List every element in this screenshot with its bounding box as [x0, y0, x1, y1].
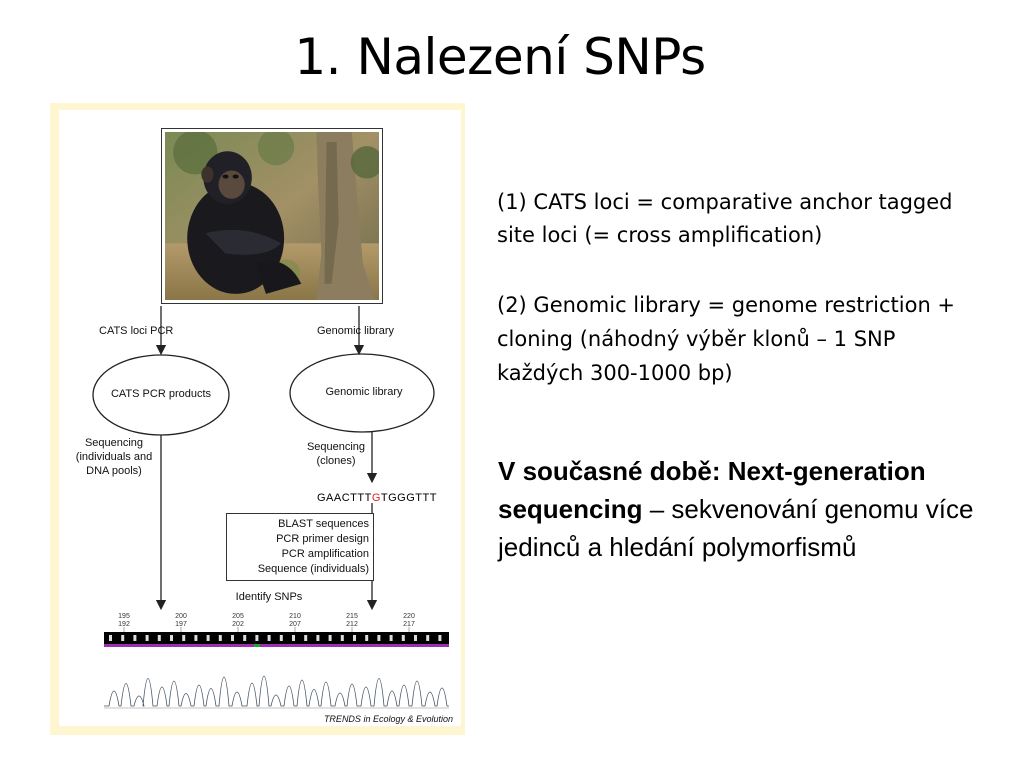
chromatogram-band-mark	[426, 635, 429, 641]
right-sequencing-line-2: (clones)	[316, 455, 356, 467]
chromatogram-band-mark	[243, 635, 246, 641]
chromatogram-band-mark	[158, 635, 161, 641]
chromatogram-bottom-number: 217	[403, 621, 415, 628]
chromatogram-top-number: 195	[118, 613, 130, 620]
dna-sequence-snp: G	[371, 492, 381, 504]
dna-sequence-prefix: GAACTTT	[317, 492, 372, 504]
chromatogram-top-number: 220	[403, 613, 415, 620]
blast-step: BLAST sequences	[278, 518, 369, 530]
chromatogram-purple-line	[104, 644, 449, 647]
chromatogram-band-mark	[207, 635, 210, 641]
chromatogram-band-mark	[255, 635, 258, 641]
blast-step: PCR primer design	[276, 533, 369, 545]
left-sequencing-line-2: (individuals and	[75, 451, 153, 463]
left-sequencing-line-1: Sequencing	[84, 437, 144, 449]
figure-inner	[59, 110, 461, 726]
cats-loci-description: (1) CATS loci = comparative anchor tagged site loci (= cross amplification)	[497, 190, 953, 247]
genomic-library-ellipse-label: Genomic library	[325, 386, 403, 398]
right-sequencing-line-1: Sequencing	[306, 441, 366, 453]
left-sequencing-line-3: DNA pools)	[86, 465, 142, 477]
identify-snps-label: Identify SNPs	[235, 591, 303, 603]
blast-steps-box	[226, 513, 374, 581]
ngs-description-normal: – sekvenování genomu více jedinců a hledání polymorfismů	[498, 494, 974, 562]
ngs-description	[498, 452, 978, 566]
chromatogram-band-mark	[280, 635, 283, 641]
slide-title: 1. Nalezení SNPs	[294, 28, 706, 86]
chromatogram-band-mark	[414, 635, 417, 641]
chromatogram-snp-marker	[254, 644, 260, 647]
chromatogram-top-number: 205	[232, 613, 244, 620]
blast-step: Sequence (individuals)	[257, 563, 369, 575]
chromatogram-band-mark	[133, 635, 136, 641]
figure-credit: TRENDS in Ecology & Evolution	[323, 714, 453, 724]
chromatogram-band-mark	[231, 635, 234, 641]
chromatogram-band-mark	[146, 635, 149, 641]
chromatogram-band-mark	[268, 635, 271, 641]
chromatogram	[104, 610, 449, 710]
chromatogram-bottom-number: 202	[232, 621, 244, 628]
blast-step: PCR amplification	[281, 548, 369, 560]
chromatogram-band-mark	[109, 635, 112, 641]
chromatogram-band-mark	[219, 635, 222, 641]
cats-pcr-products-label: CATS PCR products	[110, 388, 212, 400]
chromatogram-bottom-number: 207	[289, 621, 301, 628]
chromatogram-band-mark	[402, 635, 405, 641]
chromatogram-band-mark	[390, 635, 393, 641]
chromatogram-band-mark	[438, 635, 441, 641]
chromatogram-band-mark	[377, 635, 380, 641]
cats-loci-pcr-label: CATS loci PCR	[99, 325, 174, 337]
chromatogram-band-mark	[194, 635, 197, 641]
figure-panel	[50, 103, 465, 735]
ngs-description-bold: V současné době: Next-generation sequencing	[498, 456, 926, 524]
dna-sequence	[317, 492, 437, 504]
chromatogram-band-mark	[316, 635, 319, 641]
chromatogram-top-number: 215	[346, 613, 358, 620]
chromatogram-band-mark	[292, 635, 295, 641]
chromatogram-top-number: 210	[289, 613, 301, 620]
chromatogram-band-mark	[329, 635, 332, 641]
chromatogram-band-mark	[341, 635, 344, 641]
chromatogram-band-mark	[353, 635, 356, 641]
genomic-library-step-label: Genomic library	[317, 325, 395, 337]
right-sequencing-label	[296, 440, 376, 468]
chromatogram-top-number: 200	[175, 613, 187, 620]
chromatogram-band-mark	[182, 635, 185, 641]
chromatogram-band-mark	[121, 635, 124, 641]
dna-sequence-suffix: TGGGTTT	[380, 492, 437, 504]
chromatogram-band-mark	[304, 635, 307, 641]
chromatogram-base-band	[104, 632, 449, 644]
chromatogram-bottom-number: 212	[346, 621, 358, 628]
genomic-library-description: (2) Genomic library = genome restriction + cloning (náhodný výběr klonů – 1 SNP každých 300-1000 bp)	[497, 293, 956, 385]
left-sequencing-label	[59, 436, 169, 478]
chromatogram-bottom-number: 192	[118, 621, 130, 628]
chromatogram-band-mark	[170, 635, 173, 641]
chromatogram-bottom-number: 197	[175, 621, 187, 628]
chromatogram-band-mark	[365, 635, 368, 641]
